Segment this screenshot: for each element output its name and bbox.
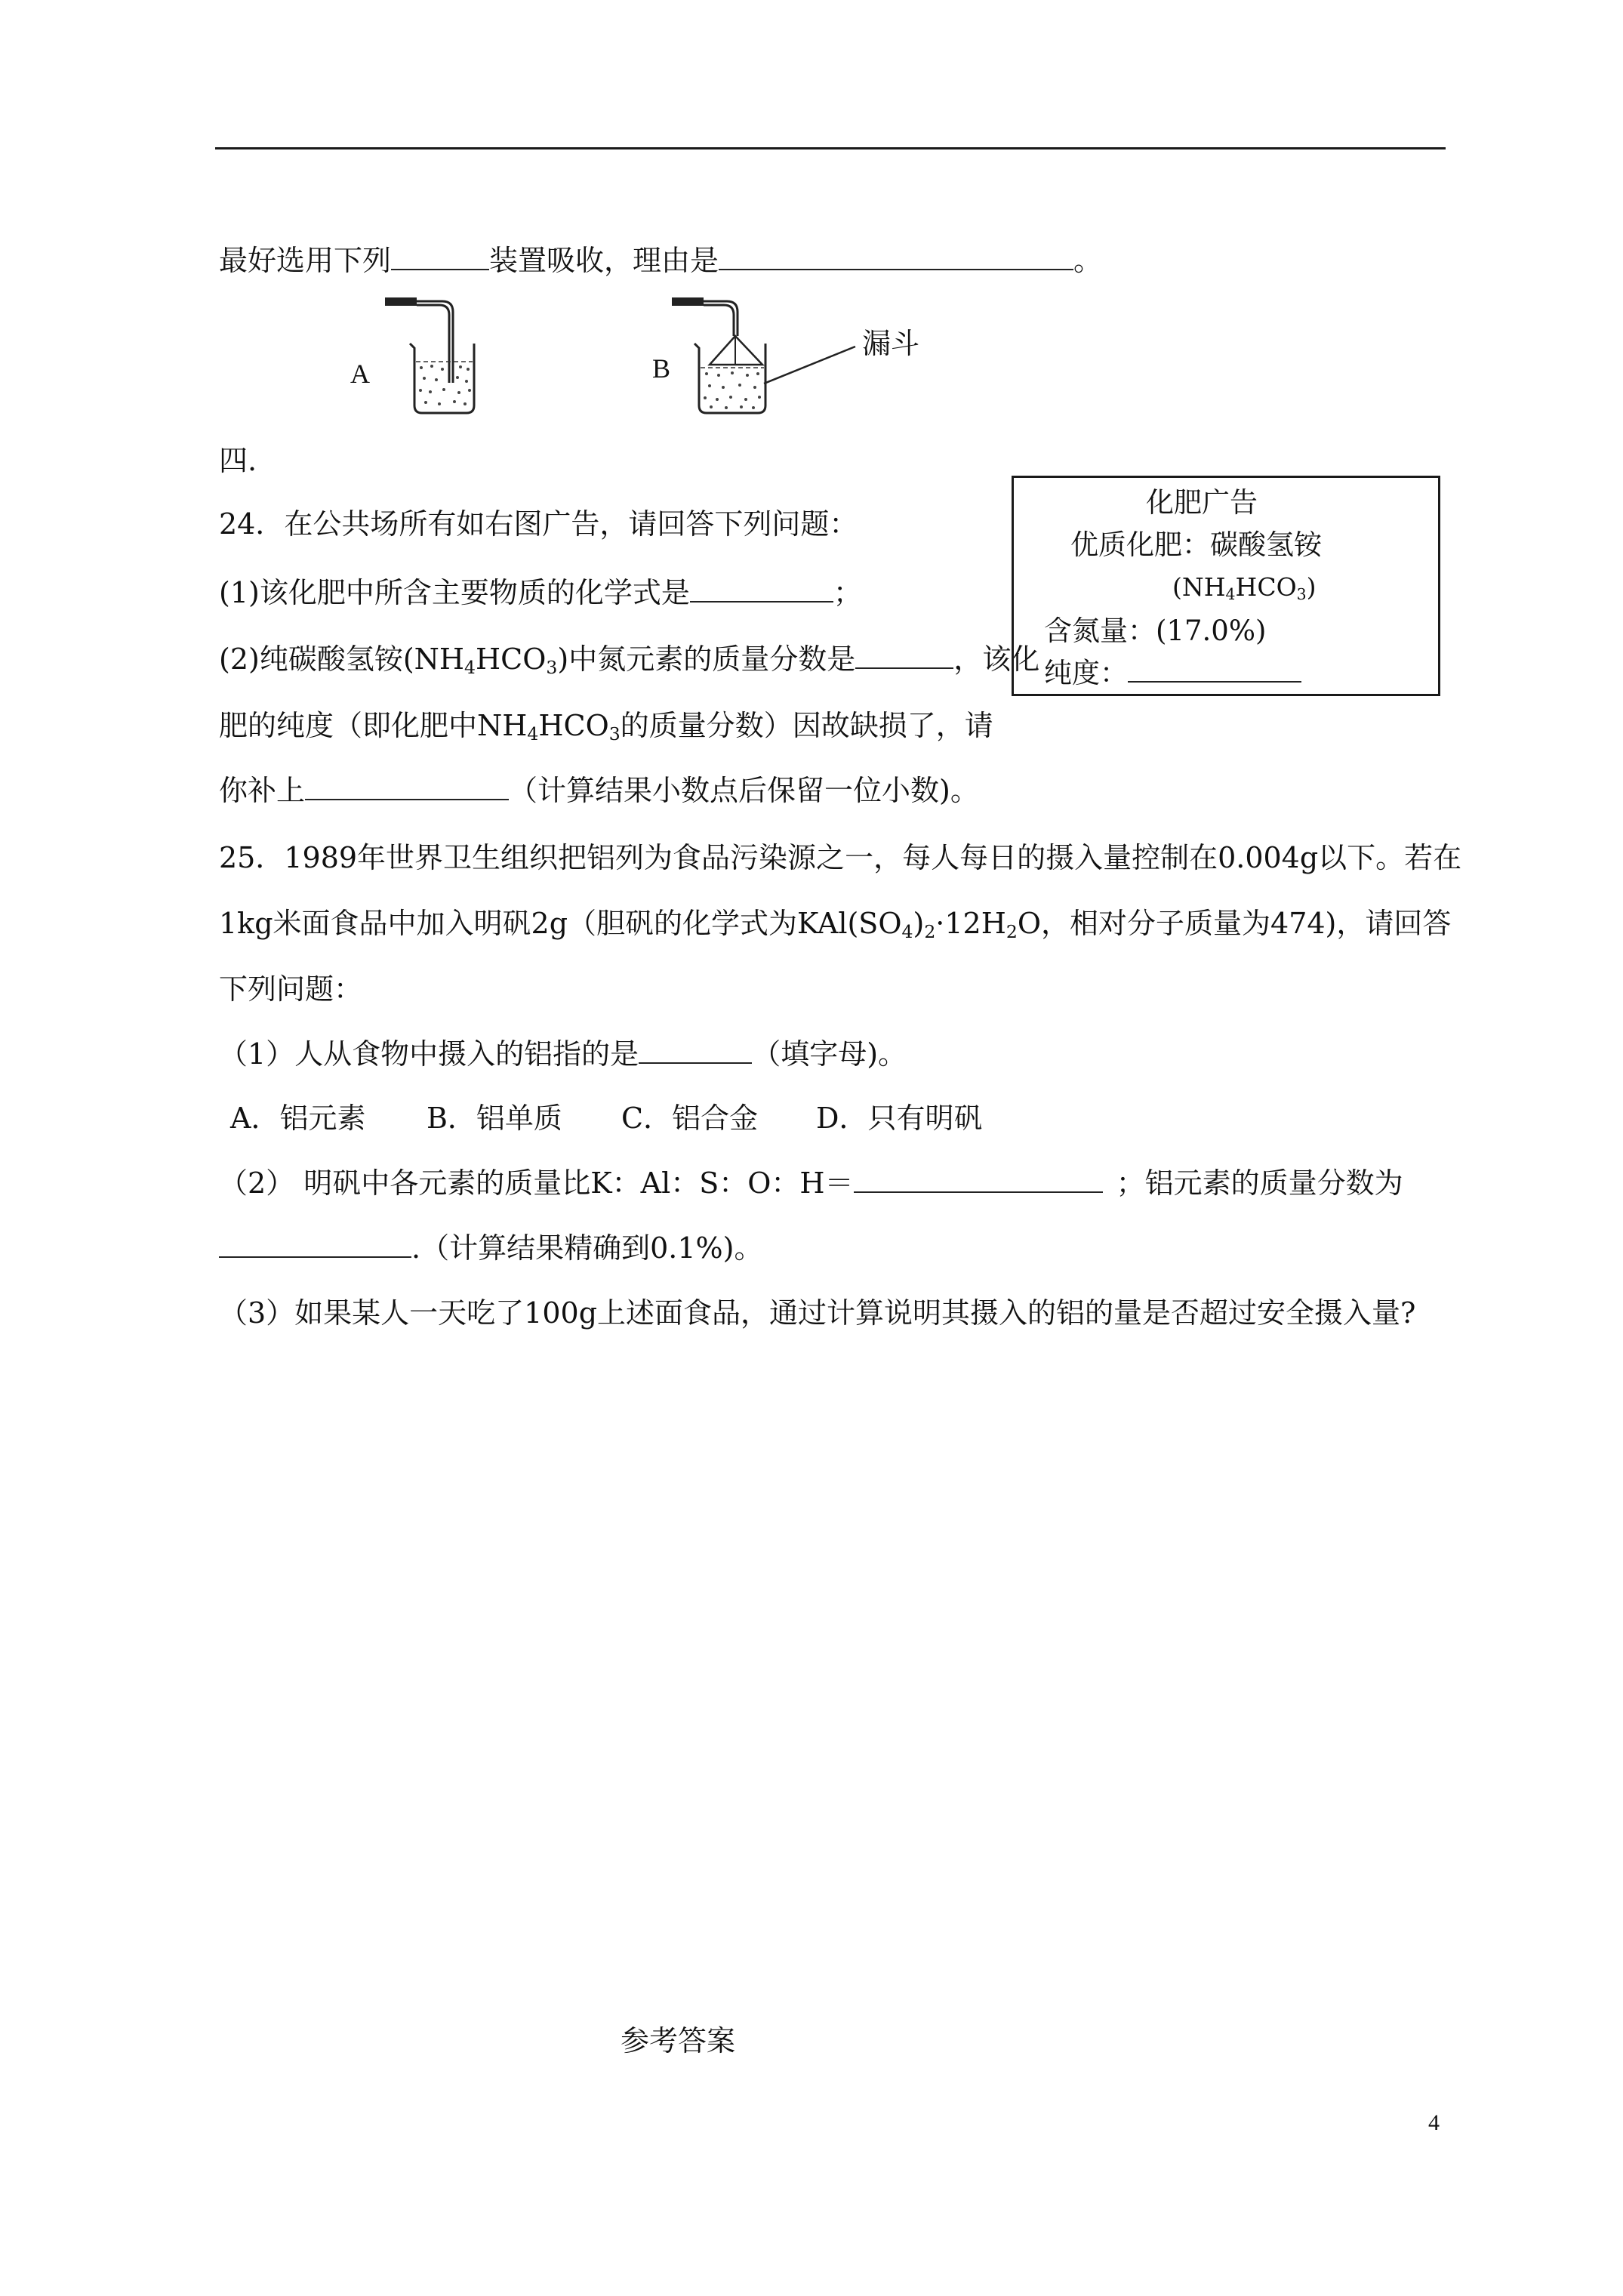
q24-p2-text-c: )中氮元素的质量分数是 xyxy=(557,643,856,676)
q24-p3-text-c: HCO xyxy=(538,709,609,742)
q25-part1 xyxy=(219,1037,907,1071)
q25-part2-cont xyxy=(219,1231,763,1265)
q25-part2 xyxy=(219,1166,1403,1200)
q25-blank-choice[interactable] xyxy=(639,1040,752,1064)
ad-formula xyxy=(1172,572,1317,604)
ad-purity xyxy=(1044,659,1301,687)
label-a: A xyxy=(350,359,370,389)
ad-formula-b: HCO xyxy=(1235,572,1297,602)
ad-title: 化肥广告 xyxy=(1146,486,1258,519)
q24-p4-text-b: （计算结果小数点后保留一位小数)。 xyxy=(509,774,979,807)
q25-l2-sub3: 2 xyxy=(1006,920,1018,942)
q24-p4-text-a: 你补上 xyxy=(219,774,306,807)
q24-p2-text-b: HCO xyxy=(476,643,547,676)
q24-p3-sub2: 3 xyxy=(608,723,621,744)
q25-l2-text-c: ·12H xyxy=(935,907,1006,940)
ad-formula-sub2: 3 xyxy=(1296,585,1307,604)
apparatus-figure xyxy=(332,283,1102,427)
ad-nitrogen-content: 含氮量：(17.0%) xyxy=(1044,615,1267,647)
ad-purity-label: 纯度： xyxy=(1044,657,1128,689)
option-b[interactable]: B．铝单质 xyxy=(427,1102,562,1135)
q24-p3-text-a: 肥的纯度（即化肥中 xyxy=(219,709,478,742)
q24-stem: 24．在公共场所有如右图广告，请回答下列问题： xyxy=(219,507,858,541)
q25-line2 xyxy=(219,909,1451,941)
q24-p2-sub1: 4 xyxy=(464,656,476,678)
beaker-a-drawing xyxy=(350,297,474,413)
q24-p2-sub2: 3 xyxy=(546,656,558,678)
q24-part3 xyxy=(219,711,993,743)
page-number: 4 xyxy=(1428,2110,1440,2135)
label-b: B xyxy=(652,353,671,384)
ad-formula-sub1: 4 xyxy=(1225,585,1236,604)
q24-blank-nitrogen[interactable] xyxy=(855,645,953,669)
q25-p1-text: （1）人从食物中摄入的铝指的是 xyxy=(219,1037,639,1071)
q25-l2-sub1: 4 xyxy=(901,920,913,942)
q25-l2-text-a: 1kg米面食品中加入明矾2g（胆矾的化学式为KAl(SO xyxy=(219,907,902,940)
q25-blank-mass-ratio[interactable] xyxy=(854,1169,1103,1193)
q25-options xyxy=(230,1104,982,1133)
q25-line3: 下列问题： xyxy=(219,972,363,1006)
option-c[interactable]: C．铝合金 xyxy=(621,1102,759,1135)
funnel-label: 漏斗 xyxy=(862,327,920,360)
q24-part1 xyxy=(219,578,862,607)
option-a[interactable]: A．铝元素 xyxy=(230,1102,366,1135)
q25-l2-sub2: 2 xyxy=(924,920,936,942)
ad-product-line: 优质化肥：碳酸氢铵 xyxy=(1070,529,1322,561)
beaker-b-drawing xyxy=(652,297,855,413)
q24-p3-sub1: 4 xyxy=(527,723,539,744)
q25-part3: （3）如果某人一天吃了100g上述面食品，通过计算说明其摄入的铝的量是否超过安全摄入量? xyxy=(219,1296,1416,1330)
q25-p2-text-c: .（计算结果精确到0.1%)。 xyxy=(411,1231,763,1265)
q24-p3-text-d: 的质量分数）因故缺损了，请 xyxy=(620,709,993,742)
q25-p2-text-a: （2） 明矾中各元素的质量比K：Al：S：O：H＝ xyxy=(219,1166,854,1200)
answer-heading: 参考答案 xyxy=(621,2024,736,2057)
q25-blank-al-fraction[interactable] xyxy=(219,1234,411,1258)
q25-l2-text-d: O，相对分子质量为474)，请回答 xyxy=(1017,907,1452,940)
ad-formula-c: ) xyxy=(1306,572,1317,602)
q25-line1: 25．1989年世界卫生组织把铝列为食品污染源之一，每人每日的摄入量控制在0.004g以下。若在 xyxy=(219,841,1462,874)
q23-text-b: 装置吸收，理由是 xyxy=(489,244,719,277)
q25-p1-end: （填字母)。 xyxy=(752,1037,907,1071)
q25-p2-text-b: ；铝元素的质量分数为 xyxy=(1116,1166,1403,1200)
q23-text-a: 最好选用下列 xyxy=(219,244,392,277)
section-heading: 四. xyxy=(219,444,257,477)
q24-p3-text-b: NH xyxy=(477,709,528,742)
ad-formula-a: (NH xyxy=(1172,572,1226,602)
q24-part4 xyxy=(219,776,979,805)
q23-tail-line xyxy=(219,246,1102,275)
q24-part2 xyxy=(219,645,1039,676)
q24-p1-text: (1)该化肥中所含主要物质的化学式是 xyxy=(219,576,690,609)
q24-blank-purity[interactable] xyxy=(305,776,509,800)
q24-p2-text-d: ，该化 xyxy=(953,643,1040,676)
header-rule xyxy=(215,147,1446,149)
ad-purity-blank[interactable] xyxy=(1128,660,1301,683)
q25-l2-text-b: ) xyxy=(913,907,925,940)
q24-p1-end: ； xyxy=(833,576,862,609)
fertilizer-ad-box xyxy=(1012,476,1440,696)
q23-blank-reason[interactable] xyxy=(719,246,1073,270)
q23-blank-device[interactable] xyxy=(391,246,489,270)
option-d[interactable]: D．只有明矾 xyxy=(816,1102,983,1135)
q23-text-c: 。 xyxy=(1073,244,1103,277)
q24-p2-text-a: (2)纯碳酸氢铵(NH xyxy=(219,643,465,676)
q24-blank-formula[interactable] xyxy=(690,578,833,603)
